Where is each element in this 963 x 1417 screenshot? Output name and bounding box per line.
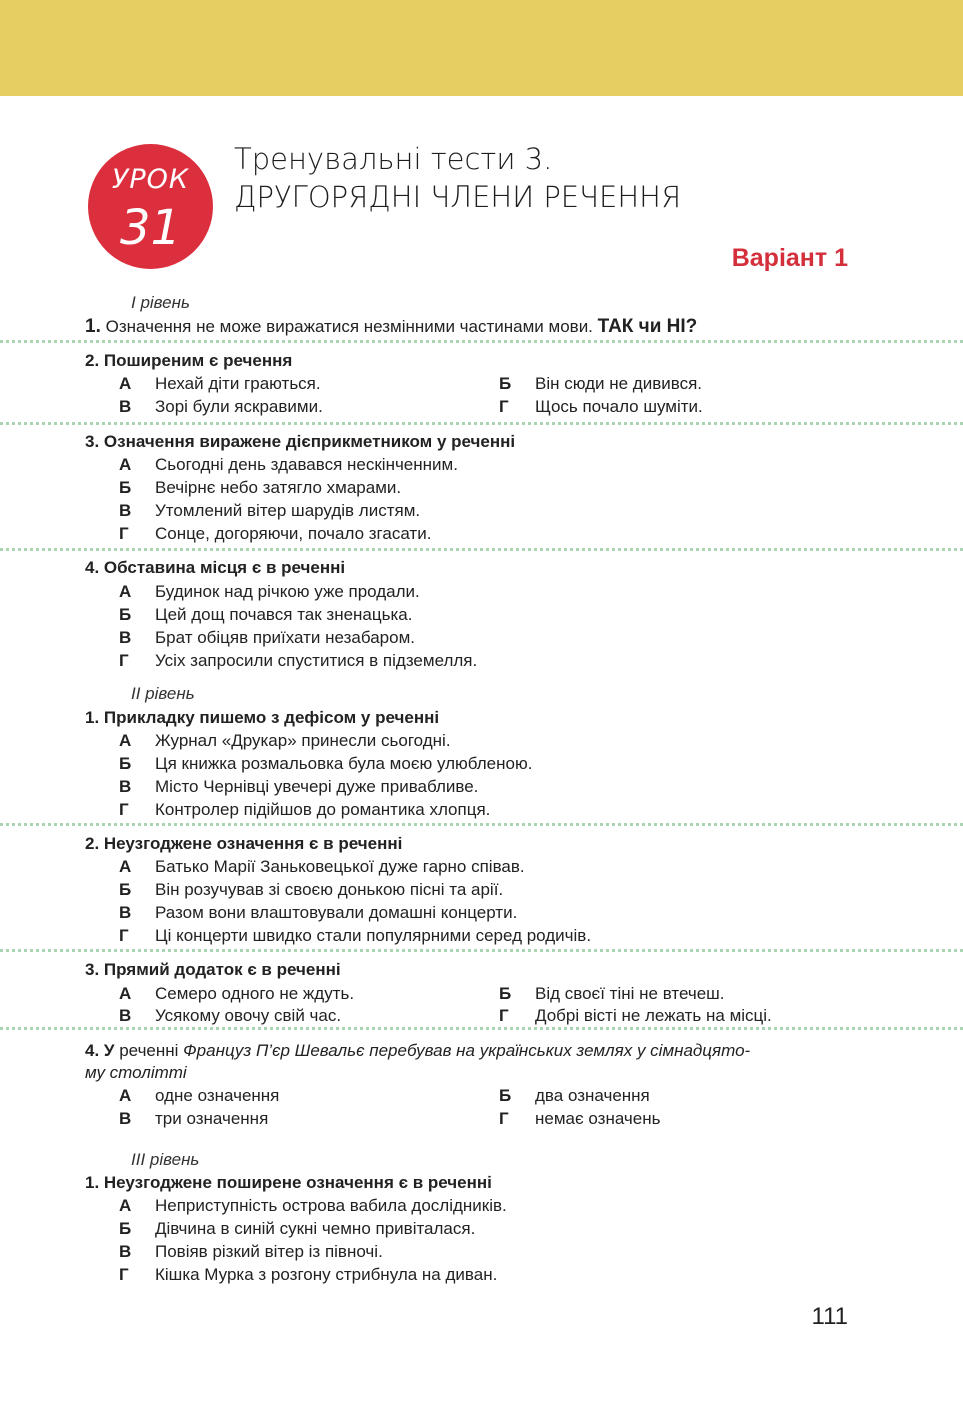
title-line-2: ДРУГОРЯДНІ ЧЛЕНИ РЕЧЕННЯ (234, 180, 682, 214)
question-1-2-title: 2. Поширеним є речення (85, 351, 293, 370)
question-text: Означення не може виражатися незмінними частинами мови. (105, 317, 593, 336)
title-line-1: Тренувальні тести 3. (234, 142, 553, 176)
dotted-divider (0, 548, 963, 551)
dotted-divider (0, 422, 963, 425)
question-2-4-line-1: 4. У реченні Француз П’єр Шевальє перебував на українських землях у сімнадцято- (85, 1041, 751, 1060)
question-1-3-title: 3. Означення виражене дієприкметником у реченні (85, 432, 516, 451)
question-2-2-title: 2. Неузгоджене означення є в реченні (85, 834, 403, 853)
page-title (234, 140, 681, 216)
level-1-label: І рівень (131, 293, 190, 312)
question-2-1-title: 1. Прикладку пишемо з дефісом у реченні (85, 708, 440, 727)
question-number: 1. (85, 316, 101, 337)
badge-number: 31 (119, 200, 182, 256)
question-suffix: ТАК чи НІ? (597, 316, 698, 337)
lesson-badge (88, 144, 213, 269)
top-color-band (0, 0, 963, 96)
dotted-divider (0, 340, 963, 343)
level-3-label: ІІІ рівень (131, 1150, 200, 1169)
question-1-4-title: 4. Обставина місця є в реченні (85, 558, 346, 577)
dotted-divider (0, 823, 963, 826)
dotted-divider (0, 949, 963, 952)
page-number: 111 (811, 1303, 848, 1330)
question-1-1 (85, 316, 697, 338)
question-2-4-line-2: му столітті (85, 1063, 187, 1082)
question-3-1-title: 1. Неузгоджене поширене означення є в реченні (85, 1173, 492, 1192)
question-2-3-title: 3. Прямий додаток є в реченні (85, 960, 341, 979)
variant-label: Варіант 1 (731, 244, 848, 272)
level-2-label: ІІ рівень (131, 684, 195, 703)
badge-word: УРОК (111, 164, 190, 195)
dotted-divider (0, 1027, 963, 1030)
